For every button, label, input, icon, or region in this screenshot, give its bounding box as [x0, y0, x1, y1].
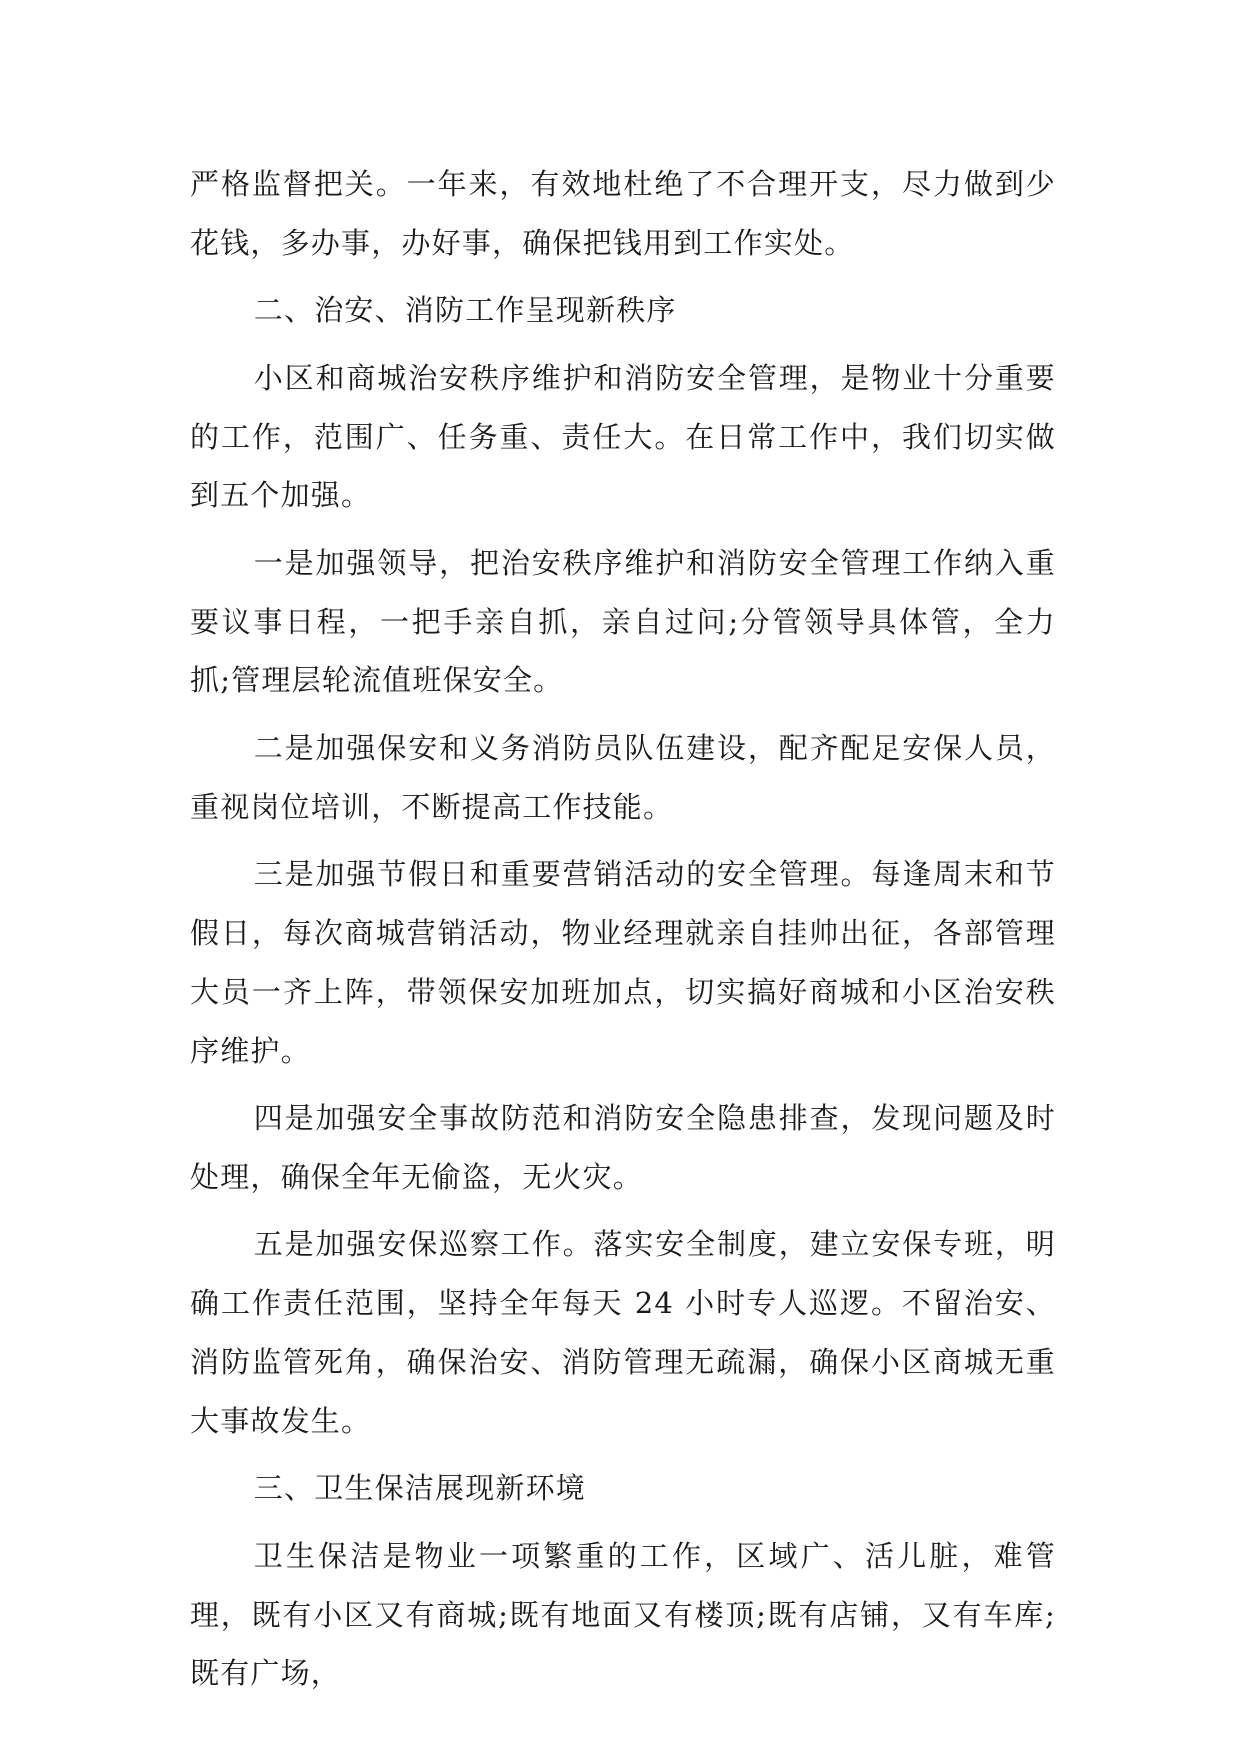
paragraph: 卫生保洁是物业一项繁重的工作，区域广、活儿脏，难管理，既有小区又有商城;既有地面又有楼顶;既有店铺，又有车库;既有广场，: [190, 1538, 1056, 1691]
section-heading: 三、卫生保洁展现新环境: [253, 1471, 586, 1506]
paragraph: 五是加强安保巡察工作。落实安全制度，建立安保专班，明确工作责任范围，坚持全年每天 24 小时专人巡逻。不留治安、消防监管死角，确保治安、消防管理无疏漏，确保小区商城无重大事故发生。: [190, 1227, 1056, 1438]
paragraph: 小区和商城治安秩序维护和消防安全管理，是物业十分重要的工作，范围广、任务重、责任大。在日常工作中，我们切实做到五个加强。: [190, 360, 1056, 513]
paragraph: 一是加强领导，把治安秩序维护和消防安全管理工作纳入重要议事日程，一把手亲自抓，亲自过问;分管领导具体管，全力抓;管理层轮流值班保安全。: [190, 545, 1056, 698]
paragraph: 四是加强安全事故防范和消防安全隐患排查，发现问题及时处理，确保全年无偷盗，无火灾。: [190, 1101, 1056, 1194]
document-body: [190, 155, 1056, 1712]
paragraph: 二是加强保安和义务消防员队伍建设，配齐配足安保人员，重视岗位培训，不断提高工作技能。: [190, 730, 1056, 824]
paragraph: 三是加强节假日和重要营销活动的安全管理。每逢周末和节假日，每次商城营销活动，物业经理就亲自挂帅出征，各部管理大员一齐上阵，带领保安加班加点，切实搞好商城和小区治安秩序维护。: [190, 857, 1056, 1068]
section-heading: 二、治安、消防工作呈现新秩序: [253, 293, 677, 328]
paragraph: 严格监督把关。一年来，有效地杜绝了不合理开支，尽力做到少花钱，多办事，办好事，确保把钱用到工作实处。: [190, 167, 1056, 260]
